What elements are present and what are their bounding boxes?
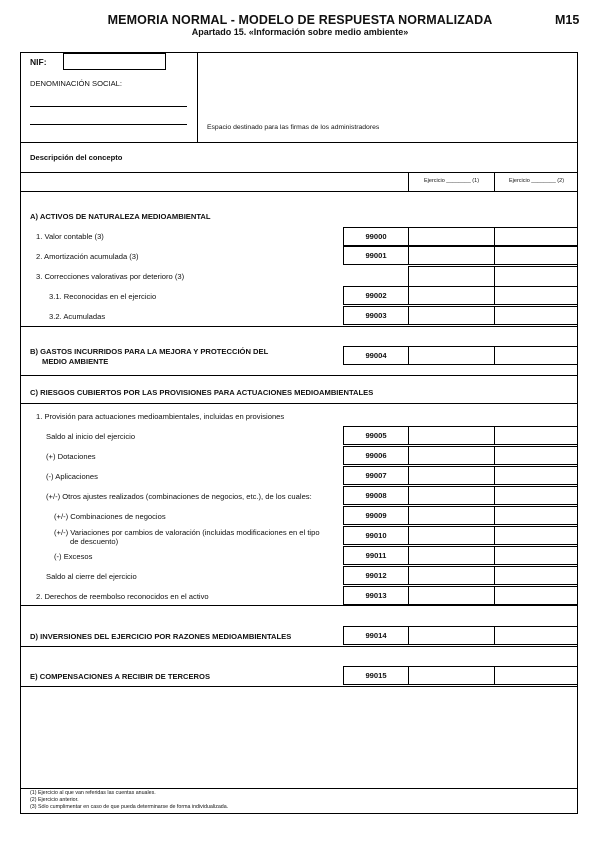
column-divider (494, 266, 495, 286)
company-name-line-2[interactable] (30, 124, 187, 125)
row-label: 2. Derechos de reembolso reconocidos en el activo (36, 592, 209, 601)
concept-header: Descripción del concepto (30, 153, 123, 162)
value-cell-current[interactable] (408, 546, 495, 565)
row-label: (+/-) Variaciones por cambios de valoración (incluidas modificaciones en el tipo (54, 528, 320, 537)
code-box: 99001 (343, 246, 409, 265)
column-divider (494, 172, 495, 191)
company-name-label: DENOMINACIÓN SOCIAL: (30, 79, 122, 88)
value-cell-previous[interactable] (494, 546, 578, 565)
value-cell-current[interactable] (408, 626, 495, 645)
value-cell-current[interactable] (408, 506, 495, 525)
page-subtitle: Apartado 15. «Información sobre medio ambiente» (191, 27, 409, 37)
value-cell-previous[interactable] (494, 346, 578, 365)
nif-label: NIF: (30, 57, 47, 67)
code-box: 99003 (343, 306, 409, 325)
code-box: 99008 (343, 486, 409, 505)
section-e-title: E) COMPENSACIONES A RECIBIR DE TERCEROS (30, 672, 211, 681)
value-cell-current[interactable] (408, 566, 495, 585)
value-cell-previous[interactable] (494, 426, 578, 445)
value-cell-previous[interactable] (494, 286, 578, 305)
code-box: 99005 (343, 426, 409, 445)
value-cell-current[interactable] (408, 666, 495, 685)
divider (20, 646, 578, 647)
value-cell-current[interactable] (408, 246, 495, 265)
value-cell-previous[interactable] (494, 227, 578, 246)
footnote-2: (2) Ejercicio anterior. (30, 797, 79, 803)
value-cell-previous[interactable] (494, 566, 578, 585)
divider (408, 266, 578, 267)
value-cell-current[interactable] (408, 286, 495, 305)
divider (20, 375, 578, 376)
form-code: M15 (555, 13, 580, 27)
identification-divider (197, 52, 198, 143)
code-box: 99009 (343, 506, 409, 525)
divider (20, 142, 578, 143)
row-label: 3.2. Acumuladas (49, 312, 106, 321)
code-box: 99007 (343, 466, 409, 485)
value-cell-current[interactable] (408, 306, 495, 325)
value-cell-current[interactable] (408, 466, 495, 485)
value-cell-previous[interactable] (494, 666, 578, 685)
section-a-title: A) ACTIVOS DE NATURALEZA MEDIOAMBIENTAL (30, 212, 211, 221)
row-label: 1. Valor contable (3) (36, 232, 104, 241)
column-divider (408, 266, 409, 286)
value-cell-current[interactable] (408, 486, 495, 505)
code-box: 99014 (343, 626, 409, 645)
row-label-cont: de descuento) (70, 537, 119, 546)
page-title: MEMORIA NORMAL - MODELO DE RESPUESTA NORMALIZADA (107, 13, 493, 27)
value-cell-previous[interactable] (494, 586, 578, 605)
value-cell-current[interactable] (408, 526, 495, 545)
value-cell-previous[interactable] (494, 486, 578, 505)
value-cell-current[interactable] (408, 446, 495, 465)
company-name-line-1[interactable] (30, 106, 187, 107)
row-label: 2. Amortización acumulada (3) (36, 252, 139, 261)
row-label: 3.1. Reconocidas en el ejercicio (49, 292, 157, 301)
divider (20, 686, 578, 687)
value-cell-current[interactable] (408, 586, 495, 605)
section-b-title: B) GASTOS INCURRIDOS PARA LA MEJORA Y PROTECCIÓN DEL (30, 347, 269, 356)
row-label: (+/-) Otros ajustes realizados (combinaciones de negocios, etc.), de los cuales: (46, 492, 312, 501)
code-box: 99006 (343, 446, 409, 465)
value-cell-previous[interactable] (494, 306, 578, 325)
divider (20, 326, 578, 327)
code-box: 99012 (343, 566, 409, 585)
value-cell-previous[interactable] (494, 246, 578, 265)
divider (20, 403, 578, 404)
value-cell-current[interactable] (408, 227, 495, 246)
value-cell-previous[interactable] (494, 506, 578, 525)
section-d-title: D) INVERSIONES DEL EJERCICIO POR RAZONES MEDIOAMBIENTALES (30, 632, 292, 641)
column-header-previous-year: Ejercicio ________ (2) (509, 178, 565, 184)
row-label: (-) Aplicaciones (46, 472, 98, 481)
section-c-title: C) RIESGOS CUBIERTOS POR LAS PROVISIONES PARA ACTUACIONES MEDIOAMBIENTALES (30, 388, 374, 397)
row-label: 1. Provisión para actuaciones medioambientales, incluidas en provisiones (36, 412, 285, 421)
column-header-current-year: Ejercicio ________ (1) (424, 178, 480, 184)
row-label: (-) Excesos (54, 552, 93, 561)
value-cell-previous[interactable] (494, 526, 578, 545)
divider (20, 191, 578, 192)
code-box: 99015 (343, 666, 409, 685)
column-divider (408, 172, 409, 191)
code-box: 99010 (343, 526, 409, 545)
code-box: 99004 (343, 346, 409, 365)
row-label: 3. Correcciones valorativas por deterioro (3) (36, 272, 185, 281)
value-cell-current[interactable] (408, 346, 495, 365)
row-label: (+/-) Combinaciones de negocios (54, 512, 166, 521)
code-box: 99011 (343, 546, 409, 565)
row-label: Saldo al inicio del ejercicio (46, 432, 136, 441)
divider (20, 605, 578, 606)
code-box: 99013 (343, 586, 409, 605)
signatures-area-label: Espacio destinado para las firmas de los administradores (207, 124, 380, 131)
code-box: 99002 (343, 286, 409, 305)
footnote-3: (3) Sólo cumplimentar en caso de que pueda determinarse de forma individualizada. (30, 804, 229, 810)
row-label: (+) Dotaciones (46, 452, 96, 461)
value-cell-previous[interactable] (494, 466, 578, 485)
value-cell-previous[interactable] (494, 446, 578, 465)
footnote-1: (1) Ejercicio al que van referidas las cuentas anuales. (30, 790, 156, 796)
code-box: 99000 (343, 227, 409, 246)
section-b-title-cont: MEDIO AMBIENTE (42, 357, 109, 366)
value-cell-previous[interactable] (494, 626, 578, 645)
row-label: Saldo al cierre del ejercicio (46, 572, 137, 581)
nif-field[interactable] (63, 53, 166, 70)
value-cell-current[interactable] (408, 426, 495, 445)
footnotes-divider (20, 788, 578, 789)
